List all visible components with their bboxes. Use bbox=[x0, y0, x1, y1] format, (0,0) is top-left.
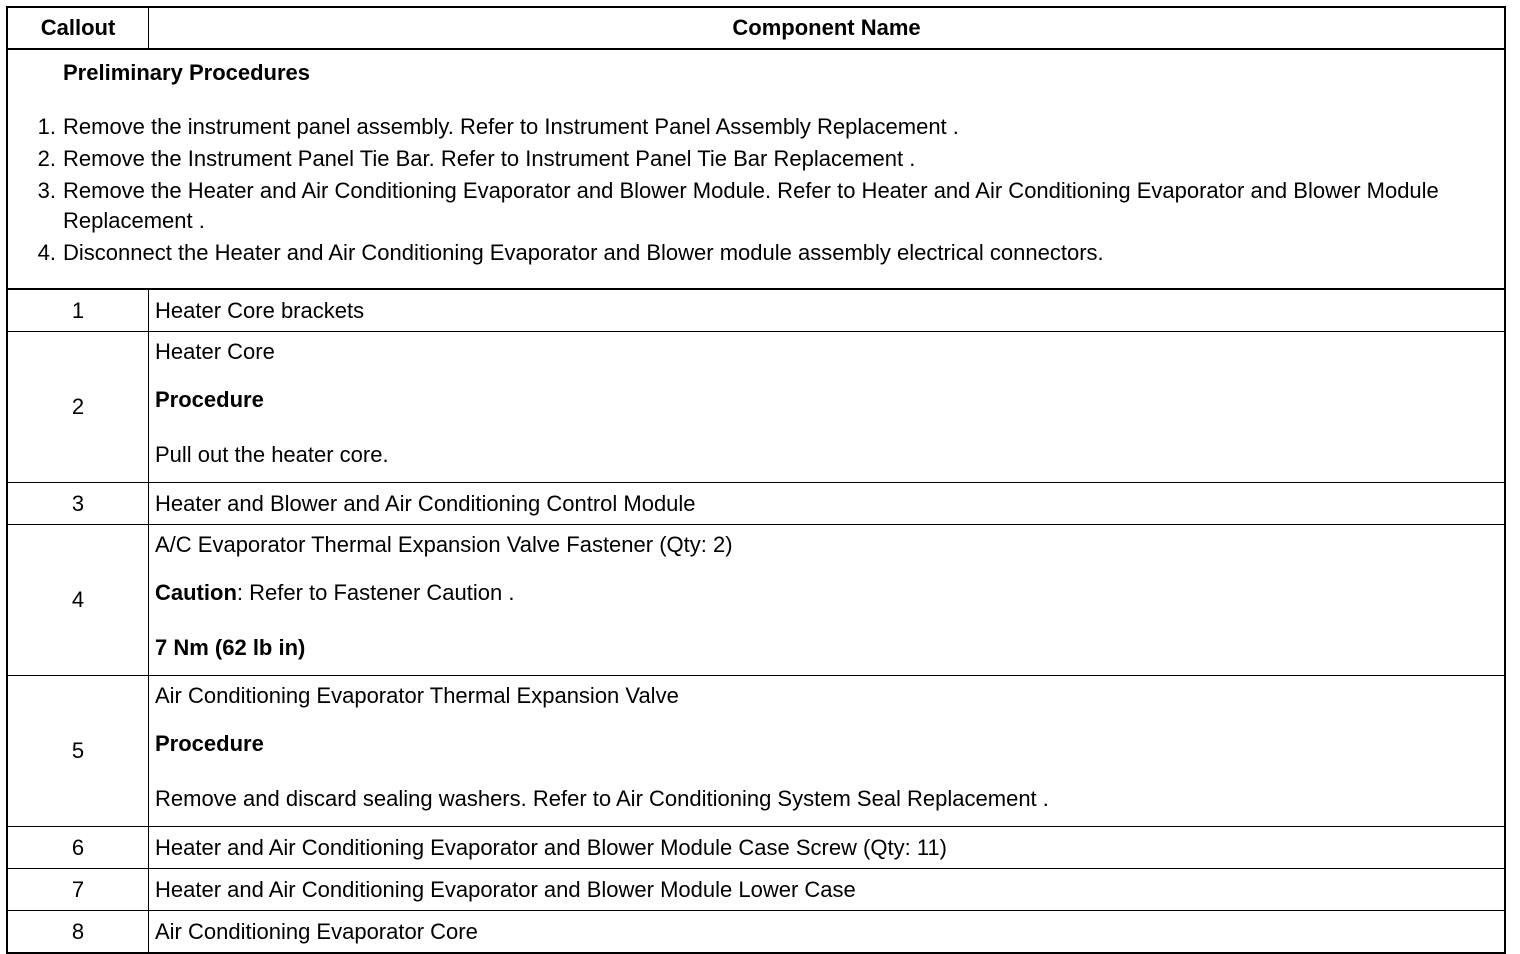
table-row bbox=[7, 289, 1505, 332]
table-row bbox=[7, 911, 1505, 954]
step-number: 4. bbox=[37, 240, 56, 265]
list-item bbox=[28, 112, 1484, 142]
list-item bbox=[28, 176, 1484, 236]
header-callout: Callout bbox=[7, 7, 149, 49]
procedure-label: Procedure bbox=[155, 387, 264, 412]
step-text: Disconnect the Heater and Air Conditioning Evaporator and Blower module assembly electrical connectors. bbox=[63, 240, 1104, 265]
callout-cell: 1 bbox=[7, 289, 149, 332]
caution-line bbox=[155, 565, 1504, 620]
caution-text: : Refer to Fastener Caution . bbox=[236, 580, 515, 605]
preliminary-title: Preliminary Procedures bbox=[63, 60, 311, 85]
table-row bbox=[7, 827, 1505, 869]
preliminary-row bbox=[7, 49, 1505, 289]
step-number: 1. bbox=[37, 114, 56, 139]
procedure-detail: Pull out the heater core. bbox=[155, 442, 389, 467]
callout-cell: 7 bbox=[7, 869, 149, 911]
callout-cell: 2 bbox=[7, 332, 149, 483]
component-name-cell bbox=[149, 676, 1506, 827]
callout-cell: 3 bbox=[7, 483, 149, 525]
table-row bbox=[7, 483, 1505, 525]
component-name-cell: Heater Core brackets bbox=[149, 289, 1506, 332]
step-number: 3. bbox=[37, 178, 56, 203]
preliminary-procedures bbox=[7, 49, 1505, 289]
callout-cell: 6 bbox=[7, 827, 149, 869]
callout-cell: 5 bbox=[7, 676, 149, 827]
component-name: A/C Evaporator Thermal Expansion Valve Fastener (Qty: 2) bbox=[155, 532, 733, 557]
component-name: Heater Core bbox=[155, 339, 275, 364]
procedure-label: Procedure bbox=[155, 731, 264, 756]
component-name-cell bbox=[149, 332, 1506, 483]
component-name: Air Conditioning Evaporator Thermal Expansion Valve bbox=[155, 683, 679, 708]
caution-label: Caution bbox=[155, 580, 237, 605]
component-name-cell: Air Conditioning Evaporator Core bbox=[149, 911, 1506, 954]
table-row bbox=[7, 676, 1505, 827]
component-name-cell: Heater and Air Conditioning Evaporator and Blower Module Lower Case bbox=[149, 869, 1506, 911]
component-table bbox=[6, 6, 1506, 954]
component-name-cell: Heater and Blower and Air Conditioning Control Module bbox=[149, 483, 1506, 525]
preliminary-steps bbox=[28, 112, 1484, 268]
list-item bbox=[28, 238, 1484, 268]
component-name-cell: Heater and Air Conditioning Evaporator and Blower Module Case Screw (Qty: 11) bbox=[149, 827, 1506, 869]
list-item bbox=[28, 144, 1484, 174]
torque-spec: 7 Nm (62 lb in) bbox=[155, 635, 306, 660]
component-name-cell bbox=[149, 525, 1506, 676]
step-text: Remove the instrument panel assembly. Refer to Instrument Panel Assembly Replacement . bbox=[63, 114, 959, 139]
table-row bbox=[7, 869, 1505, 911]
header-component-name: Component Name bbox=[149, 7, 1506, 49]
procedure-detail: Remove and discard sealing washers. Refer to Air Conditioning System Seal Replacement . bbox=[155, 786, 1049, 811]
table-row bbox=[7, 525, 1505, 676]
step-text: Remove the Heater and Air Conditioning Evaporator and Blower Module. Refer to Heater and Air Conditioning Evaporator and Blower Module Replacement . bbox=[63, 178, 1439, 233]
callout-cell: 8 bbox=[7, 911, 149, 954]
table-row bbox=[7, 332, 1505, 483]
callout-cell: 4 bbox=[7, 525, 149, 676]
step-text: Remove the Instrument Panel Tie Bar. Refer to Instrument Panel Tie Bar Replacement . bbox=[63, 146, 916, 171]
step-number: 2. bbox=[37, 146, 56, 171]
header-row bbox=[7, 7, 1505, 49]
